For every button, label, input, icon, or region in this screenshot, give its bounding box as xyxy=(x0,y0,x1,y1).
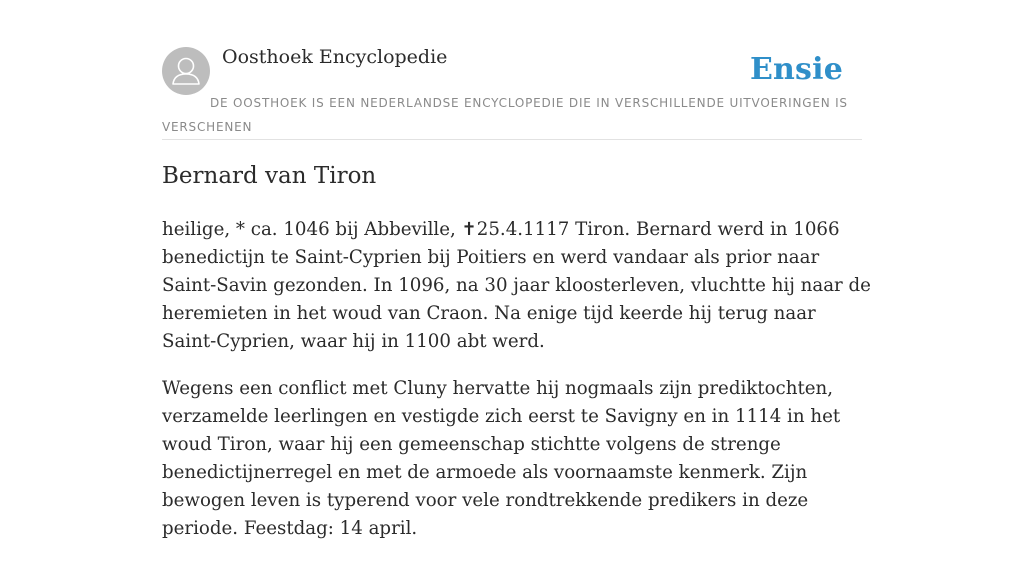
article-body xyxy=(162,216,874,562)
article-paragraph: Wegens een conflict met Cluny hervatte hij nogmaals zijn prediktochten, verzamelde leerlingen en vestigde zich eerst te Savigny en in 1114 in het woud Tiron, waar hij een gemeenschap stichtte volgens de strenge benedictijnerregel en met de armoede als voornaamste kenmerk. Zijn bewogen leven is typerend voor vele rondtrekkende predikers in deze periode. Feestdag: 14 april. xyxy=(162,378,841,539)
avatar[interactable] xyxy=(162,47,210,95)
site-tagline: DE OOSTHOEK IS EEN NEDERLANDSE ENCYCLOPEDIE DIE IN VERSCHILLENDE UITVOERINGEN IS VERSCHENEN xyxy=(162,96,848,134)
brand-logo[interactable]: Ensie xyxy=(749,52,843,87)
article-paragraph: heilige, * ca. 1046 bij Abbeville, ✝25.4.1117 Tiron. Bernard werd in 1066 benedictijn te Saint-Cyprien bij Poitiers en werd vandaar als prior naar Saint-Savin gezonden. In 1096, na 30 jaar kloosterleven, vluchtte hij naar de heremieten in het woud van Craon. Na enige tijd keerde hij terug naar Saint-Cyprien, waar hij in 1100 abt werd. xyxy=(162,219,871,352)
user-icon xyxy=(162,47,210,95)
site-name[interactable]: Oosthoek Encyclopedie xyxy=(222,46,448,68)
header-divider xyxy=(162,139,862,140)
article-title: Bernard van Tiron xyxy=(162,163,377,189)
